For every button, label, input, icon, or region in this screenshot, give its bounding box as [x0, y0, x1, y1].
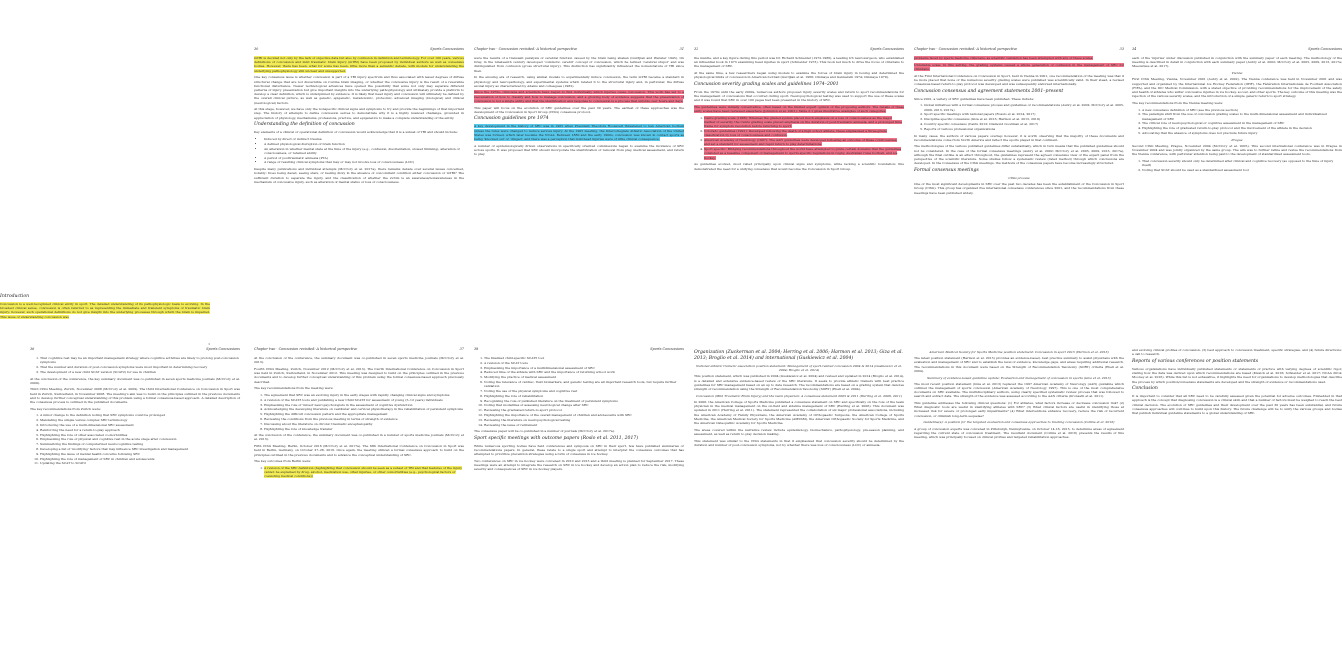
- list-item: [264, 466, 464, 479]
- paragraph: [914, 63, 1124, 71]
- section-heading: Reports of various conferences or position statements: [1132, 358, 1259, 364]
- list-item: 2. Noting that SCAT should be used as a standardized assessment tool: [1142, 168, 1342, 172]
- page-number: 1: [208, 341, 210, 346]
- numbered-list: [260, 466, 464, 479]
- list-item: 4. Highlighting the role of graduated return-to-play protocol and the involvement of the athlete in the decision: [1142, 126, 1342, 130]
- list-item: 12. Highlighting the importance of the overall management of children and adolescents with SRC: [484, 413, 684, 417]
- paragraph: One of the most significant developments in SRC over the past two decades has been the establishment of the Concussion in Sport Group (CISG). This group has organized five international consensus conferences since 2001, and the recommendations from these meetings have been published widely.: [914, 182, 1124, 195]
- subheading: Guideline(s): A position for the targeted evaluation and consensus approaches to treating concussion (Collins et al. 2016): [923, 420, 1115, 425]
- section-heading: Organization (Zuckerman et al. 2004; Herring et al. 2006; Harmon et al. 2013; Giza et al. 2013; Broglio et al. 2014) and international (Guskiewicz et al. 2004): [694, 350, 903, 361]
- document-page-3: [474, 46, 684, 346]
- document-page-10: [694, 346, 904, 646]
- list-item: 2. A revision of the SCAT tools: [484, 361, 684, 365]
- highlighted-text: Since the 1970s, clinicians and scientists have begun to find individually which injuries cause concussion. This work has led to a reevaluation of how to classify and how to manage concussion, and a growing body of evidence suggests that the presentation of concussion is not a single entity and that the identification and response to concussion is a process that unfolds over hours and days.: [474, 90, 684, 103]
- running-header: [474, 46, 684, 52]
- list-item: [704, 147, 904, 160]
- highlighted-text: A key development in the history of SRC was in 1965 when President Theodore Roosevelt threatened to ban American football unless the rules were changed to reduce serious injury. At the 1905 meeting, the Intercollegiate Athletic Association of the United States was formed, which later became the NCAA. Between 1880 and the early 1900s, concussion was known in contact sports as being 'knocked out' or 'dinged', and there was a perception that mild head injuries were of little clinical consequence.: [474, 124, 684, 142]
- paragraph: Key elements of a clinical or operational definition of concussion would acknowledge that it is a subset of TBI and should include:: [254, 130, 458, 135]
- highlighted-text: mTBI is decided not only by the lack of objective data but also by confusion in definition and terminology. For over 100 years, various definitions of concussion and mild traumatic brain injury (mTBI) have been proposed by individual authors as well as consensus bodies. However, there has been, what for some has been, little more than a semantic debate, with models for understanding the underlying pathophysiology still unclear and unsupported.: [254, 56, 464, 73]
- section-heading: Concussion consensus and agreement statements 2001–present: [914, 88, 1064, 94]
- list-item: 3. Emphasizing the importance of a multidimensional assessment of SRC: [484, 366, 684, 370]
- list-item: 4. Acknowledging the developing literature on vestibular and cervical physiotherapy in the rehabilitation of persistent symptoms: [264, 407, 464, 411]
- paragraph: In the ensuing era of research, using animal models to experimentally induce concussion, the term mTBI became a standard in physiology and neuropathology, and experimental systems which related it to the structural injury and, in particular, the diffuse axonal injury as characterized by Adams and colleagues (1982).: [474, 75, 684, 88]
- numbered-list: [260, 393, 464, 431]
- paragraph: Since 2001, a variety of SRC guidelines have been published. These include:: [914, 96, 1035, 101]
- header-right: 37: [459, 347, 464, 351]
- paragraph: At this stage, however, we have only the nonspecific clinical signs and symptoms to try and provide the beginnings of that important step. The history of attempts to define concussion serves to demonstrate why it is a highly nuanced challenge, grounded in appreciation of physiology, mechanisms, professions, practice, and epigenetics to make a complete understanding of the entity.: [254, 107, 464, 120]
- paragraph: Despite many publications and individual attempts (McCrory et al. 2017a), there remains debate over several issues concerned, notably: Does being dazed, seeing stars, or feeling dizzy in the absence of concomitant condition either concussion or mTBI? The sufficient duration to separate the injury, and the classification of whether the victim is an awareness/nonawareness in the mechanism of concussive injury, such as alteration of mental status or loss of consciousness.: [254, 167, 464, 184]
- list-item: 6. Emphasizing the role of physical and cognitive rest in the acute stage after concussion: [40, 437, 240, 441]
- highlighted-text: Concussion is a well-recognized clinical entity in sport. The detailed understanding of its pathophysiologic basis is evolving. In the broadest clinical sense, concussion is often referred to as representing the immediate and transient symptoms of traumatic brain injury; however, such operational definitions do not give insight into the underlying processes through which the brain is impaired. This issue of understanding concussion was: [0, 302, 210, 319]
- highlighted-text: Cantu grading scale (1986): Whereas the graded system placed much emphasis on a loss of consciousness as the major marker of severity, the Cantu grading scale placed emphasis on the duration of post-traumatic amnesia, and a prolonged time frame for symptom resolution before returning to sport.: [704, 116, 902, 129]
- paragraph: At the conclusion of the conference, the summary document was co-published in seven sports medicine journals (McCrory et al. 2013).: [254, 356, 464, 365]
- list-item: 8. Developing a list of 'modifying' factors that may influence SRC investigation and management: [40, 447, 240, 451]
- paragraph: In many cases, the authors of various papers overlap; however, it is worth observing that the majority of these documents and recommendations come from North America and reflect the sports played in that continent.: [914, 133, 1124, 142]
- list-item: 2. Mandating the simple versus complex SRC terminology: [40, 418, 240, 422]
- running-header: [30, 346, 240, 352]
- list-item: 6. Reviewing the conditions from the previous meeting in terms of strength of evidence: [264, 417, 464, 421]
- paragraph: At the same time, a few researchers began using models to examine the forces of brain injury in boxing and determined the physiological limits of concussion in American football (Gurdjian et al. 1966; Ommaya and Gennarelli 1974; Ommaya 1979).: [694, 71, 904, 80]
- list-item: 1. Global initiatives with a formal consensus process and guidelines or recommendations (Aubry et al. 2002; McCrory et al. 2005, 2009, 2013, 2017a): [924, 103, 1124, 111]
- paragraph: The latest position statement (Harmon et al. 2013) provides an evidence-based, best practice summary to assist physicians with the evaluation and management of SRC and to establish the level of evidence, knowledge gaps, and areas requiring additional research. The recommendations in this document were based on the Strength of Recommendation Taxonomy (SORT) criteria (Ebell et al. 2004).: [914, 356, 1124, 373]
- running-header: [474, 346, 684, 352]
- header-left: Chapter two · Concussion revisited: A historical perspective: [474, 47, 578, 51]
- header-right: Sports Concussions: [430, 47, 464, 51]
- paragraph: This statement was similar to the CISG statements in that it emphasized that concussion severity should be determined by the duration and number of post-concussion symptoms, not by whether there was loss of consciousness (LOC) or amnesia.: [694, 438, 904, 447]
- highlighted-text: The guidelines were initially conservative, often based on the limited expert opinion of the proposing authors. The details of these early scales have been reviewed elsewhere (Johnston et al. 2001); Table 2.1 gives illustrative examples of such categories.: [694, 105, 904, 114]
- numbered-list: [1138, 108, 1342, 136]
- list-item: [704, 129, 904, 137]
- list-item: 4. Reduced time of the athlete with SRC and the importance of returning school work: [484, 370, 684, 374]
- paragraph: The key outcomes from Berlin were:: [254, 459, 312, 464]
- paragraph: [694, 105, 904, 113]
- list-item: 3. Introducing the use of a multi-dimensional SRC assessment: [40, 423, 240, 427]
- paragraph: [914, 56, 1124, 60]
- document-page-11: [914, 346, 1124, 646]
- numbered-list: [36, 413, 240, 465]
- list-item: 8. Highlighting the role of rehabilitation: [484, 394, 684, 398]
- paragraph: This paper will focus on the evolution of SRC guidelines over the past 30 years. The earliest of these approaches was the development of the Concussion in Sport Group (CISG) consensus protocol.: [474, 105, 684, 114]
- list-item: 1. A new consensus definition of SRC (see the previous section): [1142, 108, 1342, 112]
- list-item: 11. Reviewing the graduated return-to-sport protocol: [484, 408, 684, 412]
- list-item: 9. Recognizing the role of published literature on the treatment of persistent symptoms: [484, 399, 684, 403]
- document-page-7: [30, 346, 240, 646]
- highlighted-text: American Academy of Neurology (1997): The AAN guidelines were developed following an outcome of these controversies, and set a standard for assessment and rapid return to play determinations.: [704, 138, 898, 147]
- list-item: 8. Highlighting the role of knowledge transfer: [264, 427, 464, 431]
- document-page-4: [694, 46, 904, 346]
- list-item: 9. Highlighting the issue of mental health concerns following SRC: [40, 452, 240, 456]
- highlighted-text: Sport specific: Bridging recommendations throughout the world have attempted to guide certain domains that the guidelines consisted as a baseline component of management to sports-specific regulations in rugby, Australian rules football, and ice hockey.: [704, 147, 902, 160]
- list-item: [704, 116, 904, 129]
- document-page-9: [474, 346, 684, 646]
- section-heading: Introduction: [0, 294, 30, 299]
- subheading: Concussion (Mild Traumatic Brain Injury) and the team physician: A consensus statement 2005 & 2011 (Herring et al. 2006, 2011): [695, 393, 903, 398]
- header-right: 31: [679, 47, 684, 51]
- list-item: 2. The paradigm shift from the use of concussion grading scales to the multi-dimensional assessment and individualized management of SRC: [1142, 112, 1342, 120]
- paragraph: The key recommendations from the Vienna meeting were:: [1132, 100, 1224, 105]
- running-header: [914, 46, 1124, 52]
- paragraph: were the results of a transient paralysis of cerebral function caused by the brain being shaken (Gurdjian and Webster 1945). On Gray, in the nineteenth century developed 'commotio cerebri' concept of concussion, which he termed 'cerebral stupor' and was distinguished from contusion (gross structural injury). This distinction has significantly influenced the nomenclature of TBI since then.: [474, 56, 684, 73]
- section-heading: Concussion guidelines pre 1974: [474, 116, 549, 122]
- section-heading: Understanding the definition of concussion: [254, 122, 355, 128]
- paragraph: [474, 124, 684, 141]
- paragraph: The consensus paper will be co-published in a number of journals (McCrory et al. 2017a).: [474, 429, 615, 434]
- highlighted-text: Unreliable scale: In this setting, the grading systems caused a whole generation of confusion in the management of SRC for clinicians.: [914, 62, 1124, 71]
- paragraph: A group of concussion experts was convened in Pittsburgh, Pennsylvania, on October 14-16, 2015, to determine areas of agreement regarding the current state of concussion treatment. The resultant document (Collins et al. 2016) presents the results of this meeting, which was principally focused on clinical profiles and targeted rehabilitation approaches.: [914, 426, 1124, 439]
- paragraph: the mantle, and a key figure during this period was Dr. Richard Schneider (1972-1986), a leading US neurosurgeon, who established an influential book in 1973 examining head injuries in sport (Schneider 1973). This book led much to drive the focus of clinicians to the management of SRC.: [694, 56, 904, 69]
- list-item: 3. Discipline specific consensus (Giza et al. 2013; Harmon et al. 2013, 2019): [924, 117, 1124, 121]
- paragraph: The areas covered within the narrative review include epidemiology, biomechanics, pathophysiology, pre-season planning, and assessment, as well as return to play decision making.: [694, 427, 904, 436]
- list-item: 3. The development of a new child SCAT version (SCAT2) for use in children: [40, 370, 240, 374]
- section-heading: Conclusion: [1132, 386, 1158, 392]
- paragraph: Two conferences on SRC in ice hockey were convened in 2010 and 2013 and a third meeting is planned for September 2017. These meetings were an attempt to integrate the research on SRC in ice hockey and develop an action plan to reduce the risk, modifying severity and consequences of SRC in ice hockey players.: [474, 459, 684, 472]
- paragraph: At the First International Conference on Concussion in Sport, held in Vienna in 2001, one recommendation of the meeting was that it be more placed that none of the numerous severity grading scales were published was scientifically valid. In their stead, a revised consensus-based return to play protocol was developed and was subsequently endorsed internationally.: [914, 73, 1124, 87]
- paragraph: [254, 56, 464, 73]
- paragraph: In 2006, the American College of Sports Medicine published a consensus statement on SRC and specifically on the role of the team physician in the medical management on the on-field and sideline management of SRC (Herring et al. 2006). This document was updated in 2011 (Herring et al. 2011). The statement represented the collaboration of six major professional associations, including the American Academy of Family Physicians, the American Academy of Orthopaedic Surgeons, the American College of Sports Medicine, the American Medical Society for Sports Medicine (AMSSM), the American Orthopaedic Society for Sports Medicine, and the American Osteopathic Academy for Sports Medicine.: [694, 399, 904, 425]
- highlighted-text: Colorado guidelines (1991): Developed following the death of a high school athlete, these emphasised a three-grade classification by loss of consciousness and confusion.: [704, 129, 887, 138]
- list-item: 6. Noting the relevance of cardiac, fluid biomarkers, and genetic testing are all important research tools, but require further validation: [484, 380, 684, 388]
- list-item: 2. A revision of the SCAT3 tools and publishing a new Child SCAT3 for assessment of young (5–12 years) individuals: [264, 398, 464, 402]
- header-right: Sports Concussions: [650, 347, 684, 351]
- section-heading: Sport specific meetings with outcome papers (Roslo et al. 2011, 2017): [474, 435, 639, 441]
- list-item: 3. Emphasizing the role of 'mixed' neuropsychologists in the assessment of cognitive dysfunction: [264, 403, 464, 407]
- paragraph: The methodologies of the various published guidelines differ substantially, which in turn means that the published guidelines should not be considered. In the case of the formal consensus meetings (Aubry et al. 2002; McCrory et al. 2005, 2009, 2013, 2017a), although the final outline is an effect throughout, the guidelines represent the agreed consensus view of the expert panel from the perspective of the scientific literature. Some studies follow a systematic review (rated method) through which conclusions are developed. In the Consensus of the CISG meetings, the methods of the consensus papers have become increasingly structured.: [914, 144, 1124, 166]
- running-header: [694, 46, 904, 52]
- list-item: 7. Discussing about the literature on chronic traumatic encephalopathy: [264, 422, 464, 426]
- header-right: 33: [1119, 47, 1124, 51]
- list-item: 11. Updating the SCAT to SCAT2: [40, 461, 240, 465]
- paragraph: At the conclusion of the conference, the summary document was co-published in a number of sports medicine journals (McCrory et al. 2013).: [254, 433, 464, 442]
- numbered-list: [700, 116, 904, 160]
- paragraph: The key recommendations from Zurich were:: [30, 406, 101, 411]
- document-page-5: [914, 46, 1124, 346]
- list-item: 7. Noting the use of the physical symptoms and cognitive rest: [484, 389, 684, 393]
- paragraph: Third CISG Meeting, Zurich, November 2008 (McCrory et al. 2009). The third International Conference on Concussion in Sport was held in Zurich, Switzerland, in November 2008. The meeting's aim was to build on the principles outlined in the previous documents and to develop further conceptual understanding of this problem using a formal consensus-based approach. A detailed description of the consensus process is outlined in the published documents.: [30, 387, 240, 405]
- document-page-2: [254, 46, 464, 346]
- list-item: 2. Sport specific meetings with national papers (Rosslo et al. 2014, 2017): [924, 112, 1124, 116]
- list-item: 1. The finalized child-specific SCAT5 tool: [484, 356, 684, 360]
- paragraph: each of the 'injuries' under discussion published in conjunction with the summary paper of each meeting. The methodology of the meeting is described in detail in conjunction with each summary paper (Aubry et al. 2002; McCrory et al. 2005, 2009, 2013, 2017a; Meeuwisse et al. 2017).: [1132, 56, 1342, 69]
- list-item: 10. Highlighting the role of management of SRC in children and adolescents: [40, 457, 240, 461]
- list-item: 4. Reinforcing the need for a return-to-play approach: [40, 428, 240, 432]
- numbered-list: [480, 356, 684, 427]
- list-item: 5. Modifying the practice of medical assessment: [484, 375, 684, 379]
- document-page-1: [0, 46, 210, 346]
- header-left: 38: [474, 347, 479, 351]
- subheading: Vienna: [1231, 71, 1243, 76]
- running-header: [1132, 46, 1342, 52]
- subheading: Prague: [1231, 137, 1243, 142]
- paragraph: First CISG Meeting, Vienna, November 2001 (Aubry et al. 2002). The Vienna conference was held in November 2001 and was supported and organized by the International Ice Hockey Federation (IIHF), the Fédération Internationale de Football Association (FIFA), and the IOC Medical Commission, with a stated objective of providing recommendations for the improvement of the safety and health of athletes who suffer concussive injuries in ice hockey, soccer, and other sports. The key outcome of this meeting was the rejection of the various severity scales, and the introduction of a simple generic return to sport strategy.: [1132, 77, 1342, 99]
- paragraph: [0, 302, 210, 319]
- header-right: Sports Concussions: [206, 347, 240, 351]
- paragraph: This guideline addresses the following clinical questions: (1) For athletes, what factors increase or decrease concussion risk? (2) What diagnostic tools are useful in identifying athletes with SRC? (3) What clinical factors are useful in identifying those at increased risk for severe or prolonged early impairments? (4) What interventions enhance recovery, reduce the risk of recurrent concussion, or diminish long-term sequelae?: [914, 401, 1124, 418]
- list-item: 2. That the number and duration of post-concussion symptoms were most important in determining recovery: [40, 365, 240, 369]
- bullet-list: [260, 137, 464, 165]
- list-item: [704, 138, 904, 146]
- list-item: 13. Reviewing the literature on neuropsychological testing: [484, 418, 684, 422]
- list-item: 5. Highlighting the difficult concussion pattern and the appropriate management: [264, 412, 464, 416]
- paragraph: This position statement, which was published in 2004 (Guskiewicz et al. 2004) and revised and updated in 2014 (Broglio et al. 2014), is a detailed and extensive evidence-based review of the SRC literature. It seeks to provide athletic trainers with best practice guidelines for SRC management based on an up to date research. The recommendations are based on a grading system that denotes strength of recommendation using the Strength of Recommendation Taxonomy (SORT) (Ebell et al. 2004).: [694, 374, 904, 392]
- paragraph: At the conclusion of the conference, the key summary document was co-published in seven sports medicine journals (McCrory et al. 2009).: [30, 376, 240, 385]
- subheading: National athletic trainers' association position statement: Management of sport-related concussion 2004 & 2014 (Guskiewicz et al. 2004; Broglio et al. 2014): [696, 364, 902, 373]
- paragraph: While numerous sporting bodies have held conferences and symposia on SRC in their sport, few have published summaries or recommendations papers. In general, these relate to a single sport and attempt to interpret the consensus outcomes that has attempted to prioritize prevention strategies using a form of consensus in ice hockey.: [474, 443, 684, 457]
- subheading: CISG process: [1008, 175, 1030, 180]
- paragraph: One key consensus issue is whether concussion is part of a TBI injury spectrum and thus associated with lesser degrees of diffuse structural change that are not discernible on routine brain imaging, or whether the concussive injury is the result of a reversible functional disturbance. Newer technological advances have opened the possibility that some not only may separate different patterns of injury presentation but give important insights into the underlying pathophysiology and ultimately provide a platform to develop a clear definition, which is underpinned by evidence. It is likely that head injury and concussion will ultimately be defined by the overall clinical picture, as well as genetic, epigenetic, metabolomic, proteomic, advanced imaging (biological) and clinical (neurological) factors.: [254, 75, 464, 105]
- list-item: 5. Reports of various professional organizations: [924, 127, 1124, 131]
- paragraph: The key recommendations from the meeting were:: [254, 386, 334, 391]
- paragraph: Fourth CISG Meeting, Zurich, November 2012 (McCrory et al. 2013). The fourth International Conference on Concussion in Sport was held in Zurich, Switzerland, in November 2012. This meeting was designed to build on the principles outlined in the previous documents and to develop further conceptual understanding of this problem using the formal consensus-based approach previously described.: [254, 366, 464, 384]
- highlighted-text: problems faced by sports medicine clinicians, as scientific validation has been attempted with any of these scales.: [914, 56, 1094, 60]
- paragraph: Various organizations have individually published statements or statements of practice with varying degrees of scientific rigor, stating how the data was derived upon which recommendations are based (Kissick et al. 2016; Schneider et al. 2017; NCAA 2014; Mooney et al. 2016). While this list is not exhaustive, it highlights the need for organizations to develop methodologies that describe the process by which position/consensus statements are developed and the strength of evidence or recommendations used.: [1132, 366, 1342, 384]
- running-header: [254, 46, 464, 52]
- list-item: 5. Highlighting the role of other associated co-morbidities: [40, 433, 240, 437]
- paragraph: It is important to consider that all SRC need to be carefully assessed given the potential for adverse outcomes. Embedded in that approach is the concept that diagnosing concussion is a clinical skill, and that a number of factors must be weighed to reach the best clinical decision. The evolution of SRC guidelines and their development over the past 30 years has been substantial, and future consensus approaches will continue to build upon this history. The future challenge will be to unify the various groups and bodies that publish individual guideline statements to a global understanding of SRC.: [1132, 394, 1342, 416]
- list-item: 1. That cognitive rest may be an important management strategy where cognitive activities are likely to prolong post-concussion symptoms: [40, 356, 240, 364]
- running-header: [254, 346, 464, 352]
- header-left: 34: [1132, 47, 1137, 51]
- section-heading: Concussion severity grading scales and guidelines 1974–2001: [694, 82, 839, 88]
- paragraph: [474, 90, 684, 103]
- list-item: • An alteration in whether mental state at the time of the injury (e.g., confusion, disorientation, slowed thinking), alteration of consciousness, or retained ability: [264, 147, 464, 155]
- paragraph: Fifth CISG Meeting, Berlin, October 2016 (McCrory et al. 2017a). The fifth International Conference on Concussion in Sport was held in Berlin, Germany, on October 27–28, 2016. Once again, the meeting utilized a formal consensus approach to build on the principles outlined in the previous documents and to advance the conceptual understanding of SRC.: [254, 444, 464, 457]
- list-item: • A range of resulting clinical symptoms that may or may not involve loss of consciousness (LOC): [264, 160, 464, 164]
- subheading: American Medical Society for Sports Medicine position statement: Concussion in sport 2013 (Harmon et al. 2013): [929, 350, 1109, 354]
- header-left: 36: [30, 347, 35, 351]
- numbered-list: [36, 356, 240, 374]
- list-item: • Induced by direct or indirect trauma: [264, 137, 464, 141]
- document-page-8: [254, 346, 464, 646]
- subheading: Summary of evidence-based guideline update: Evaluation and management of concussion in sports (Giza et al. 2013): [927, 375, 1111, 380]
- paragraph: and evolving clinical profiles of concussion, (3) best approach to concussion treatment, specific strategies, and (4) future directions: a call to research.: [1132, 348, 1342, 357]
- list-item: • A period of posttraumatic amnesia (PTA): [264, 156, 464, 160]
- list-item: • A defined physiological disruption of brain function: [264, 142, 464, 146]
- list-item: 1. A minor change to the definition noting that SRC symptoms could be prolonged: [40, 413, 240, 417]
- numbered-list: [920, 103, 1124, 131]
- list-item: 1. The agreement that SRC was an evolving injury in the early stages with rapidly changing clinical signs and symptoms: [264, 393, 464, 397]
- list-item: 10. Noting that modalities of assessing neurological change after SRC: [484, 403, 684, 407]
- paragraph: As guidelines evolved, most relied principally upon clinical signs and symptoms, while lacking a scientific foundation; this demonstrated the need for a unifying consensus that would become the Concussion in Sport Group.: [694, 162, 904, 171]
- section-heading: Formal consensus meetings: [914, 167, 979, 173]
- paragraph: A number of epidemiologically driven observations in specifically oriented commissions began to examine the incidence of SRC across sports. It was proposed that SRC should incorporate the identification of removal from play, medical assessment, and return to play.: [474, 143, 684, 157]
- list-item: 4. Country specific consensus (Cantu 2012; Diamond Goodman et al. 2017): [924, 122, 1124, 126]
- list-item: 14. Reviewing the issue of retirement: [484, 423, 684, 427]
- document-page-12: [1132, 346, 1342, 646]
- list-item: 1. That concussion severity should only be determined after clinical and cognitive recovery (as opposed to the time of injury itself): [1142, 159, 1342, 167]
- paragraph: The most recent position statement (Giza et al. 2013) replaced the 1997 American Academy of Neurology (AAN) guideline which outlined the management of sports concussion (American Academy of Neurology 1997). This is one of the most comprehensive documents on SRC available. The multidisciplinary authors, using clearly specified systematic review process that was followed to search and extract data. The strength of the evidence was assessed according to the AAN criteria (Gronseth et al. 2011).: [914, 381, 1124, 399]
- paragraph: From the 1970s until the early 2000s, numerous authors proposed injury severity scales and return to sport recommendations for the management of concussions that occurred during sport. Neuropsychological testing was used to support the use of these scales and it was found that SRC in over 100 pages had been presented in the history of SRC.: [694, 90, 904, 103]
- header-left: 32: [694, 47, 699, 51]
- paragraph: Second CISG Meeting, Prague, November 2004 (McCrory et al. 2005). This second international conference was in Prague in November 2004 and was jointly organized by the same group. The aim was to further refine and revise the recommendations from the Vienna conference, with particular attention being paid to the development of standardized assessment tools.: [1132, 143, 1342, 157]
- header-left: Chapter two · Concussion revisited: A historical perspective: [254, 347, 358, 351]
- list-item: 3. The critical role of neuropsychological or cognitive assessment in the management of SRC: [1142, 121, 1342, 125]
- header-right: Sports Concussions: [1308, 47, 1342, 51]
- list-item: 7. Summarizing the findings of computerized neurocognitive testing: [40, 442, 240, 446]
- document-page-6: [1132, 46, 1342, 346]
- numbered-list: [1138, 159, 1342, 172]
- list-item: 5. Advocating that the absence of symptoms does not preclude future injury: [1142, 131, 1342, 135]
- header-left: 30: [254, 47, 259, 51]
- highlighted-text: A revision of the SRC definition (highlighting that concussion should be seen as a subset of TBI and that features of the injury cannot be explained by drug, alcohol, medication use, other injuries, or other comorbidities (e.g., psychological factors or coexisting medical conditions)): [264, 465, 463, 479]
- header-right: Sports Concussions: [870, 47, 904, 51]
- header-left: Chapter two · Concussion revisited: A historical perspective: [914, 47, 1018, 51]
